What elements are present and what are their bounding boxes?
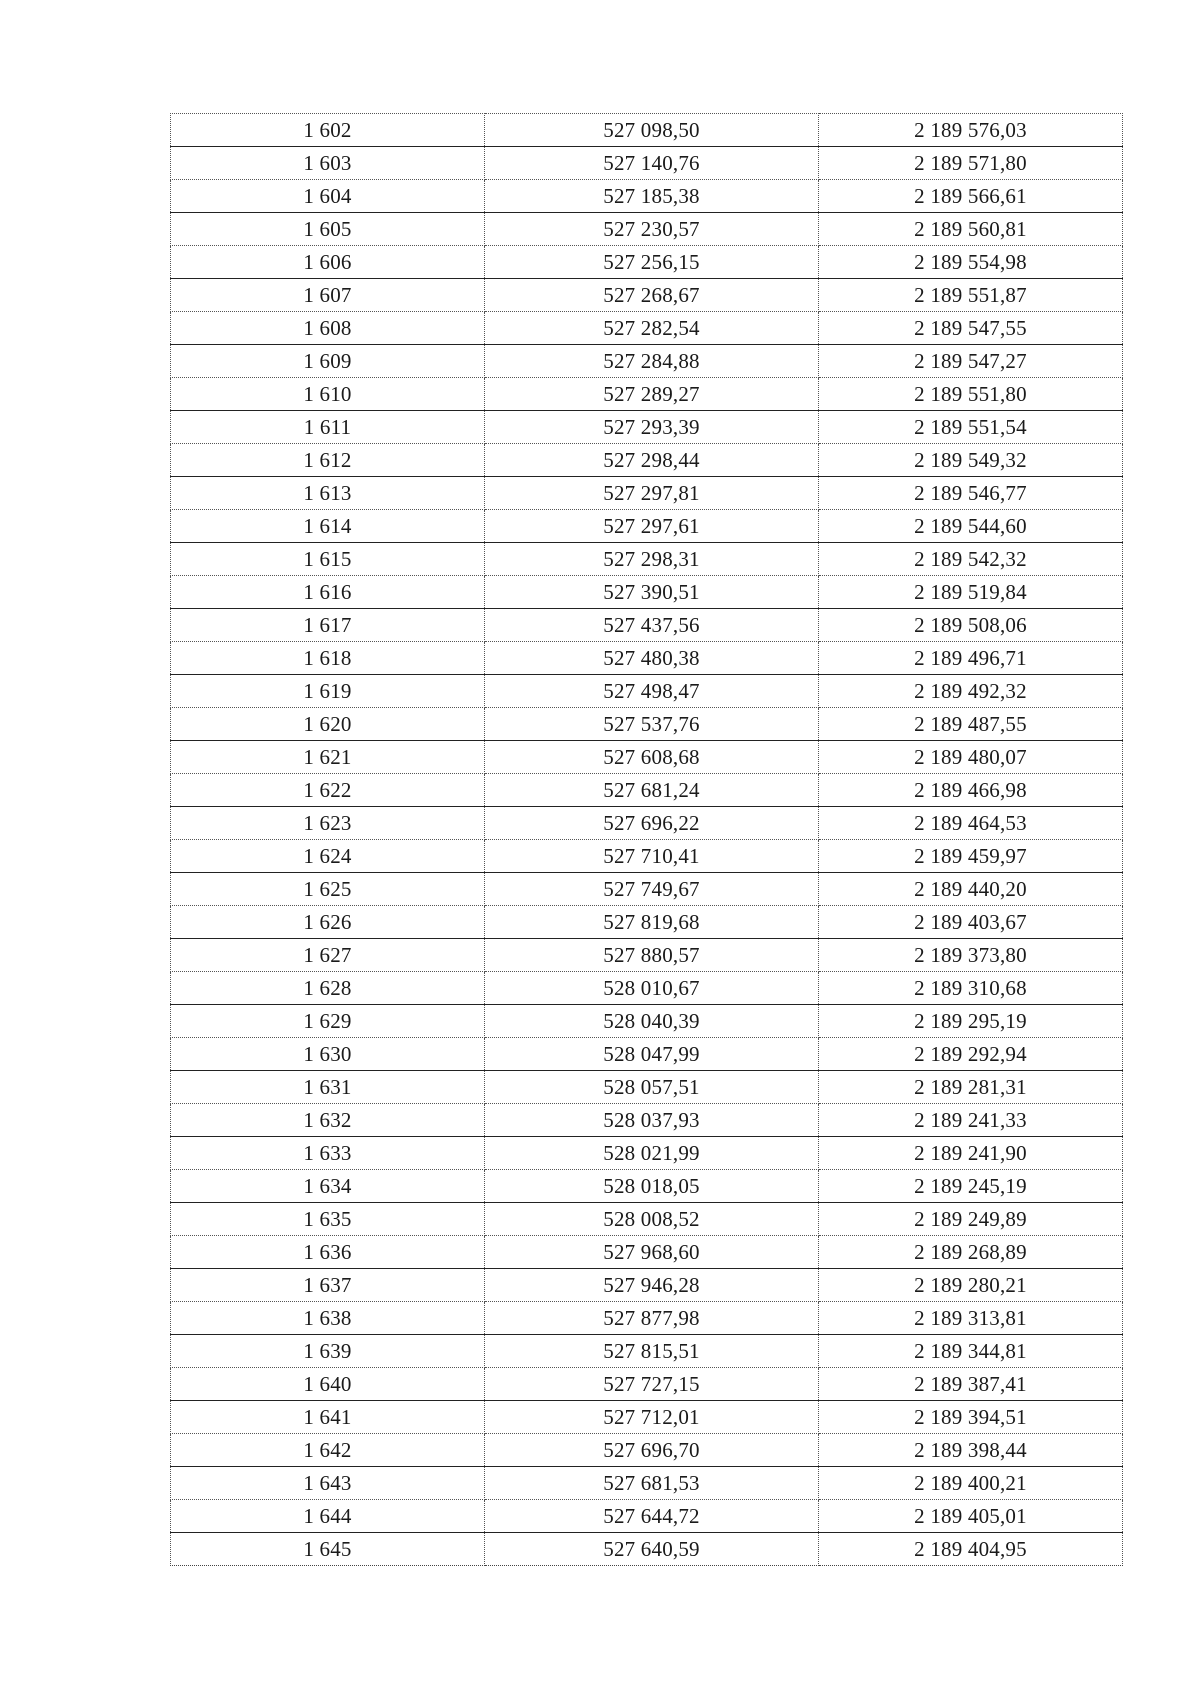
x-coordinate-cell: 527 877,98	[485, 1302, 819, 1335]
x-coordinate-cell: 527 185,38	[485, 180, 819, 213]
y-coordinate-cell: 2 189 459,97	[819, 840, 1123, 873]
point-number-cell: 1 626	[171, 906, 485, 939]
table-row	[171, 1302, 1123, 1335]
y-coordinate-cell: 2 189 295,19	[819, 1005, 1123, 1038]
x-coordinate-cell: 527 230,57	[485, 213, 819, 246]
point-number-cell: 1 622	[171, 774, 485, 807]
y-coordinate-cell: 2 189 487,55	[819, 708, 1123, 741]
table-row	[171, 411, 1123, 444]
point-number-cell: 1 605	[171, 213, 485, 246]
table-row	[171, 378, 1123, 411]
x-coordinate-cell: 527 289,27	[485, 378, 819, 411]
x-coordinate-cell: 527 537,76	[485, 708, 819, 741]
point-number-cell: 1 632	[171, 1104, 485, 1137]
table-row	[171, 1005, 1123, 1038]
table-row	[171, 840, 1123, 873]
y-coordinate-cell: 2 189 440,20	[819, 873, 1123, 906]
point-number-cell: 1 610	[171, 378, 485, 411]
point-number-cell: 1 617	[171, 609, 485, 642]
x-coordinate-cell: 527 608,68	[485, 741, 819, 774]
table-row	[171, 279, 1123, 312]
coordinates-table	[170, 113, 1123, 1566]
point-number-cell: 1 645	[171, 1533, 485, 1566]
x-coordinate-cell: 527 390,51	[485, 576, 819, 609]
point-number-cell: 1 612	[171, 444, 485, 477]
x-coordinate-cell: 528 008,52	[485, 1203, 819, 1236]
point-number-cell: 1 637	[171, 1269, 485, 1302]
y-coordinate-cell: 2 189 542,32	[819, 543, 1123, 576]
x-coordinate-cell: 527 437,56	[485, 609, 819, 642]
point-number-cell: 1 609	[171, 345, 485, 378]
y-coordinate-cell: 2 189 554,98	[819, 246, 1123, 279]
point-number-cell: 1 611	[171, 411, 485, 444]
table-row	[171, 1368, 1123, 1401]
point-number-cell: 1 614	[171, 510, 485, 543]
x-coordinate-cell: 527 284,88	[485, 345, 819, 378]
table-row	[171, 939, 1123, 972]
y-coordinate-cell: 2 189 551,87	[819, 279, 1123, 312]
y-coordinate-cell: 2 189 373,80	[819, 939, 1123, 972]
point-number-cell: 1 616	[171, 576, 485, 609]
x-coordinate-cell: 528 047,99	[485, 1038, 819, 1071]
x-coordinate-cell: 528 037,93	[485, 1104, 819, 1137]
table-row	[171, 543, 1123, 576]
table-row	[171, 444, 1123, 477]
x-coordinate-cell: 527 644,72	[485, 1500, 819, 1533]
y-coordinate-cell: 2 189 403,67	[819, 906, 1123, 939]
table-row	[171, 1170, 1123, 1203]
y-coordinate-cell: 2 189 519,84	[819, 576, 1123, 609]
table-row	[171, 741, 1123, 774]
y-coordinate-cell: 2 189 404,95	[819, 1533, 1123, 1566]
table-row	[171, 1104, 1123, 1137]
point-number-cell: 1 606	[171, 246, 485, 279]
point-number-cell: 1 633	[171, 1137, 485, 1170]
table-row	[171, 1467, 1123, 1500]
x-coordinate-cell: 527 293,39	[485, 411, 819, 444]
table-row	[171, 312, 1123, 345]
x-coordinate-cell: 527 710,41	[485, 840, 819, 873]
point-number-cell: 1 620	[171, 708, 485, 741]
x-coordinate-cell: 527 815,51	[485, 1335, 819, 1368]
x-coordinate-cell: 528 018,05	[485, 1170, 819, 1203]
table-row	[171, 147, 1123, 180]
x-coordinate-cell: 527 696,70	[485, 1434, 819, 1467]
y-coordinate-cell: 2 189 313,81	[819, 1302, 1123, 1335]
point-number-cell: 1 625	[171, 873, 485, 906]
x-coordinate-cell: 527 282,54	[485, 312, 819, 345]
table-row	[171, 1434, 1123, 1467]
x-coordinate-cell: 527 298,31	[485, 543, 819, 576]
y-coordinate-cell: 2 189 508,06	[819, 609, 1123, 642]
table-row	[171, 1236, 1123, 1269]
y-coordinate-cell: 2 189 464,53	[819, 807, 1123, 840]
y-coordinate-cell: 2 189 241,90	[819, 1137, 1123, 1170]
point-number-cell: 1 636	[171, 1236, 485, 1269]
table-row	[171, 246, 1123, 279]
table-row	[171, 1533, 1123, 1566]
y-coordinate-cell: 2 189 547,55	[819, 312, 1123, 345]
point-number-cell: 1 603	[171, 147, 485, 180]
x-coordinate-cell: 527 297,81	[485, 477, 819, 510]
table-row	[171, 1269, 1123, 1302]
x-coordinate-cell: 527 681,24	[485, 774, 819, 807]
point-number-cell: 1 627	[171, 939, 485, 972]
y-coordinate-cell: 2 189 310,68	[819, 972, 1123, 1005]
y-coordinate-cell: 2 189 268,89	[819, 1236, 1123, 1269]
y-coordinate-cell: 2 189 249,89	[819, 1203, 1123, 1236]
point-number-cell: 1 638	[171, 1302, 485, 1335]
x-coordinate-cell: 527 696,22	[485, 807, 819, 840]
table-row	[171, 1500, 1123, 1533]
table-row	[171, 609, 1123, 642]
table-row	[171, 114, 1123, 147]
y-coordinate-cell: 2 189 566,61	[819, 180, 1123, 213]
coordinates-table-body	[171, 114, 1123, 1566]
x-coordinate-cell: 527 140,76	[485, 147, 819, 180]
table-row	[171, 510, 1123, 543]
x-coordinate-cell: 527 880,57	[485, 939, 819, 972]
y-coordinate-cell: 2 189 466,98	[819, 774, 1123, 807]
table-row	[171, 873, 1123, 906]
table-row	[171, 708, 1123, 741]
table-row	[171, 1137, 1123, 1170]
y-coordinate-cell: 2 189 549,32	[819, 444, 1123, 477]
table-row	[171, 972, 1123, 1005]
table-row	[171, 1038, 1123, 1071]
x-coordinate-cell: 527 268,67	[485, 279, 819, 312]
x-coordinate-cell: 527 256,15	[485, 246, 819, 279]
y-coordinate-cell: 2 189 496,71	[819, 642, 1123, 675]
point-number-cell: 1 640	[171, 1368, 485, 1401]
point-number-cell: 1 623	[171, 807, 485, 840]
y-coordinate-cell: 2 189 400,21	[819, 1467, 1123, 1500]
y-coordinate-cell: 2 189 576,03	[819, 114, 1123, 147]
point-number-cell: 1 641	[171, 1401, 485, 1434]
point-number-cell: 1 618	[171, 642, 485, 675]
table-row	[171, 576, 1123, 609]
x-coordinate-cell: 527 480,38	[485, 642, 819, 675]
table-row	[171, 345, 1123, 378]
y-coordinate-cell: 2 189 280,21	[819, 1269, 1123, 1302]
x-coordinate-cell: 527 968,60	[485, 1236, 819, 1269]
point-number-cell: 1 642	[171, 1434, 485, 1467]
point-number-cell: 1 631	[171, 1071, 485, 1104]
point-number-cell: 1 613	[171, 477, 485, 510]
table-row	[171, 642, 1123, 675]
table-row	[171, 906, 1123, 939]
x-coordinate-cell: 527 681,53	[485, 1467, 819, 1500]
y-coordinate-cell: 2 189 547,27	[819, 345, 1123, 378]
y-coordinate-cell: 2 189 551,80	[819, 378, 1123, 411]
x-coordinate-cell: 527 712,01	[485, 1401, 819, 1434]
y-coordinate-cell: 2 189 546,77	[819, 477, 1123, 510]
x-coordinate-cell: 528 057,51	[485, 1071, 819, 1104]
y-coordinate-cell: 2 189 245,19	[819, 1170, 1123, 1203]
x-coordinate-cell: 527 298,44	[485, 444, 819, 477]
x-coordinate-cell: 527 727,15	[485, 1368, 819, 1401]
y-coordinate-cell: 2 189 544,60	[819, 510, 1123, 543]
point-number-cell: 1 643	[171, 1467, 485, 1500]
point-number-cell: 1 604	[171, 180, 485, 213]
y-coordinate-cell: 2 189 571,80	[819, 147, 1123, 180]
table-row	[171, 1203, 1123, 1236]
table-row	[171, 477, 1123, 510]
x-coordinate-cell: 527 640,59	[485, 1533, 819, 1566]
point-number-cell: 1 607	[171, 279, 485, 312]
x-coordinate-cell: 527 498,47	[485, 675, 819, 708]
x-coordinate-cell: 527 098,50	[485, 114, 819, 147]
point-number-cell: 1 619	[171, 675, 485, 708]
y-coordinate-cell: 2 189 344,81	[819, 1335, 1123, 1368]
x-coordinate-cell: 528 040,39	[485, 1005, 819, 1038]
table-row	[171, 807, 1123, 840]
point-number-cell: 1 644	[171, 1500, 485, 1533]
y-coordinate-cell: 2 189 394,51	[819, 1401, 1123, 1434]
y-coordinate-cell: 2 189 405,01	[819, 1500, 1123, 1533]
point-number-cell: 1 621	[171, 741, 485, 774]
point-number-cell: 1 608	[171, 312, 485, 345]
x-coordinate-cell: 527 946,28	[485, 1269, 819, 1302]
point-number-cell: 1 624	[171, 840, 485, 873]
y-coordinate-cell: 2 189 480,07	[819, 741, 1123, 774]
point-number-cell: 1 615	[171, 543, 485, 576]
y-coordinate-cell: 2 189 387,41	[819, 1368, 1123, 1401]
table-row	[171, 774, 1123, 807]
y-coordinate-cell: 2 189 560,81	[819, 213, 1123, 246]
point-number-cell: 1 629	[171, 1005, 485, 1038]
y-coordinate-cell: 2 189 398,44	[819, 1434, 1123, 1467]
y-coordinate-cell: 2 189 241,33	[819, 1104, 1123, 1137]
point-number-cell: 1 635	[171, 1203, 485, 1236]
x-coordinate-cell: 528 021,99	[485, 1137, 819, 1170]
y-coordinate-cell: 2 189 292,94	[819, 1038, 1123, 1071]
table-row	[171, 675, 1123, 708]
table-row	[171, 1335, 1123, 1368]
point-number-cell: 1 634	[171, 1170, 485, 1203]
table-row	[171, 213, 1123, 246]
x-coordinate-cell: 527 297,61	[485, 510, 819, 543]
table-row	[171, 1071, 1123, 1104]
y-coordinate-cell: 2 189 492,32	[819, 675, 1123, 708]
y-coordinate-cell: 2 189 281,31	[819, 1071, 1123, 1104]
point-number-cell: 1 630	[171, 1038, 485, 1071]
x-coordinate-cell: 528 010,67	[485, 972, 819, 1005]
point-number-cell: 1 628	[171, 972, 485, 1005]
table-row	[171, 1401, 1123, 1434]
x-coordinate-cell: 527 749,67	[485, 873, 819, 906]
x-coordinate-cell: 527 819,68	[485, 906, 819, 939]
y-coordinate-cell: 2 189 551,54	[819, 411, 1123, 444]
table-row	[171, 180, 1123, 213]
point-number-cell: 1 602	[171, 114, 485, 147]
point-number-cell: 1 639	[171, 1335, 485, 1368]
